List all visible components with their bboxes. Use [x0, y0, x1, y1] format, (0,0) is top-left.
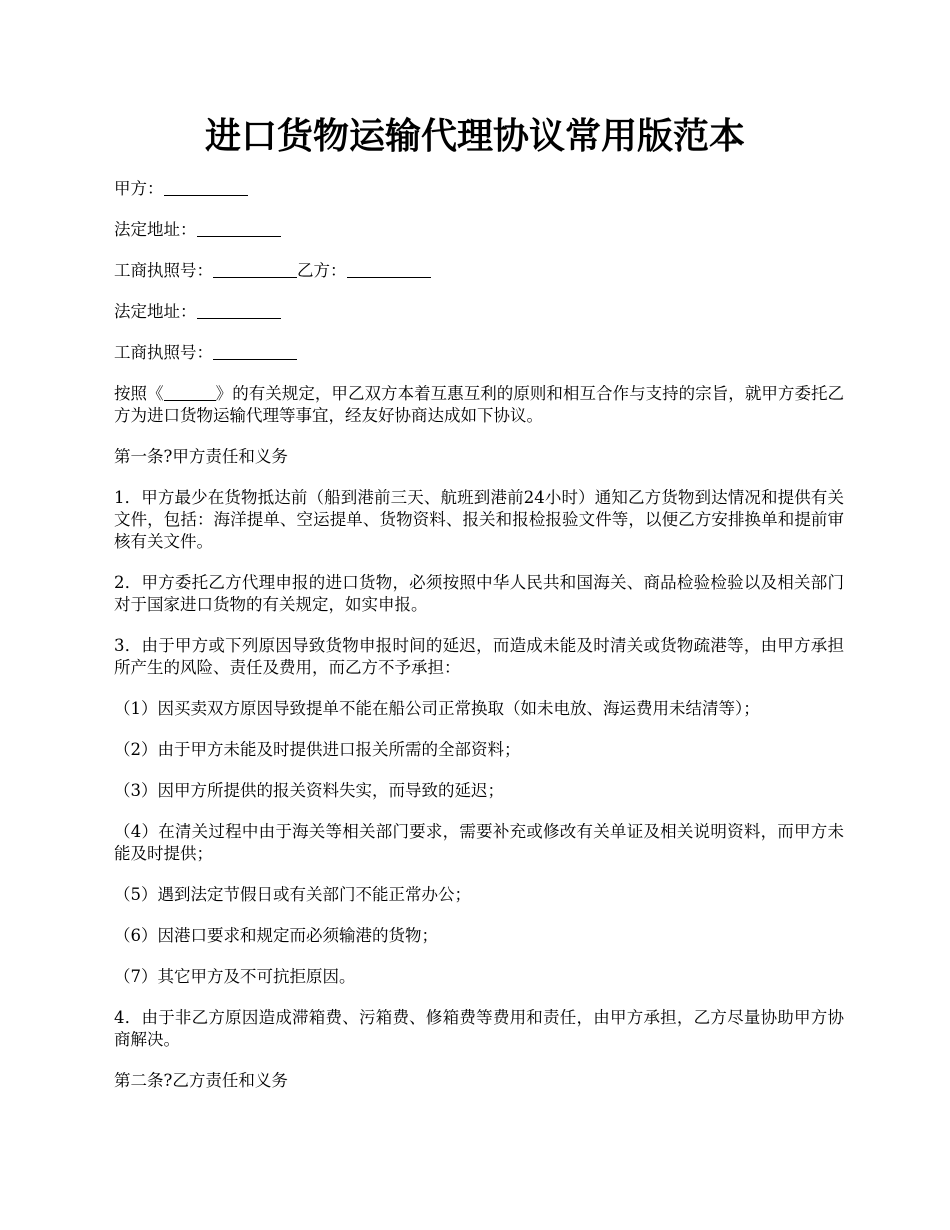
document-title: 进口货物运输代理协议常用版范本	[204, 115, 745, 157]
clause-3-item-7: （7）其它甲方及不可抗拒原因。	[114, 967, 356, 986]
intro-prefix: 按照《	[114, 384, 164, 403]
clause-3-item-4: （4）在清关过程中由于海关等相关部门要求，需要补充或修改有关单证及相关说明资料，而甲方未能及时提供；	[114, 822, 844, 863]
intro-suffix: 》的有关规定，甲乙双方本着互惠互利的原则和相互合作与支持的宗旨，就甲方委托乙方为进口货物运输代理等事宜，经友好协商达成如下协议。	[114, 384, 845, 425]
party-b-label: 乙方：	[297, 261, 347, 280]
intro-paragraph	[114, 383, 844, 427]
clause-3-item-2: （2）由于甲方未能及时提供进口报关所需的全部资料；	[114, 740, 521, 759]
clause-2: 2．甲方委托乙方代理申报的进口货物，必须按照中华人民共和国海关、商品检验检验以及相关部门对于国家进口货物的有关规定，如实申报。	[114, 573, 844, 614]
address-label-1: 法定地址：	[114, 220, 197, 239]
address-label-2: 法定地址：	[114, 302, 197, 321]
clause-3-item-6: （6）因港口要求和规定而必须输港的货物；	[114, 926, 438, 945]
license-label-1: 工商执照号：	[114, 261, 213, 280]
article2-heading: 第二条?乙方责任和义务	[114, 1071, 288, 1090]
license-line-2	[114, 342, 844, 364]
address-line-2	[114, 301, 844, 323]
license-label-2: 工商执照号：	[114, 343, 213, 362]
address-blank-2[interactable]	[197, 302, 281, 319]
clause-3-item-1: （1）因买卖双方原因导致提单不能在船公司正常换取（如未电放、海运费用未结清等）；	[114, 699, 760, 718]
document-body	[114, 178, 844, 1111]
article1-heading: 第一条?甲方责任和义务	[114, 447, 288, 466]
party-a-blank[interactable]	[164, 179, 248, 196]
address-line-1	[114, 219, 844, 241]
law-name-blank[interactable]	[164, 384, 216, 401]
clause-1: 1．甲方最少在货物抵达前（船到港前三天、航班到港前24小时）通知乙方货物到达情况和提供有关文件，包括：海洋提单、空运提单、货物资料、报关和报检报验文件等，以便乙方安排换单和提前审核有关文件。	[114, 488, 844, 551]
party-a-label: 甲方：	[114, 179, 164, 198]
clause-3: 3．由于甲方或下列原因导致货物申报时间的延迟，而造成未能及时清关或货物疏港等，由甲方承担所产生的风险、责任及费用，而乙方不予承担：	[114, 636, 844, 677]
party-a-line	[114, 178, 844, 200]
clause-3-item-5: （5）遇到法定节假日或有关部门不能正常办公；	[114, 885, 471, 904]
party-b-blank[interactable]	[347, 261, 431, 278]
license-blank-2[interactable]	[213, 343, 297, 360]
license-blank-1[interactable]	[213, 261, 297, 278]
clause-4: 4．由于非乙方原因造成滞箱费、污箱费、修箱费等费用和责任，由甲方承担，乙方尽量协助甲方协商解决。	[114, 1008, 844, 1049]
clause-3-item-3: （3）因甲方所提供的报关资料失实，而导致的延迟；	[114, 781, 504, 800]
address-blank-1[interactable]	[197, 220, 281, 237]
license-party-b-line	[114, 260, 844, 282]
